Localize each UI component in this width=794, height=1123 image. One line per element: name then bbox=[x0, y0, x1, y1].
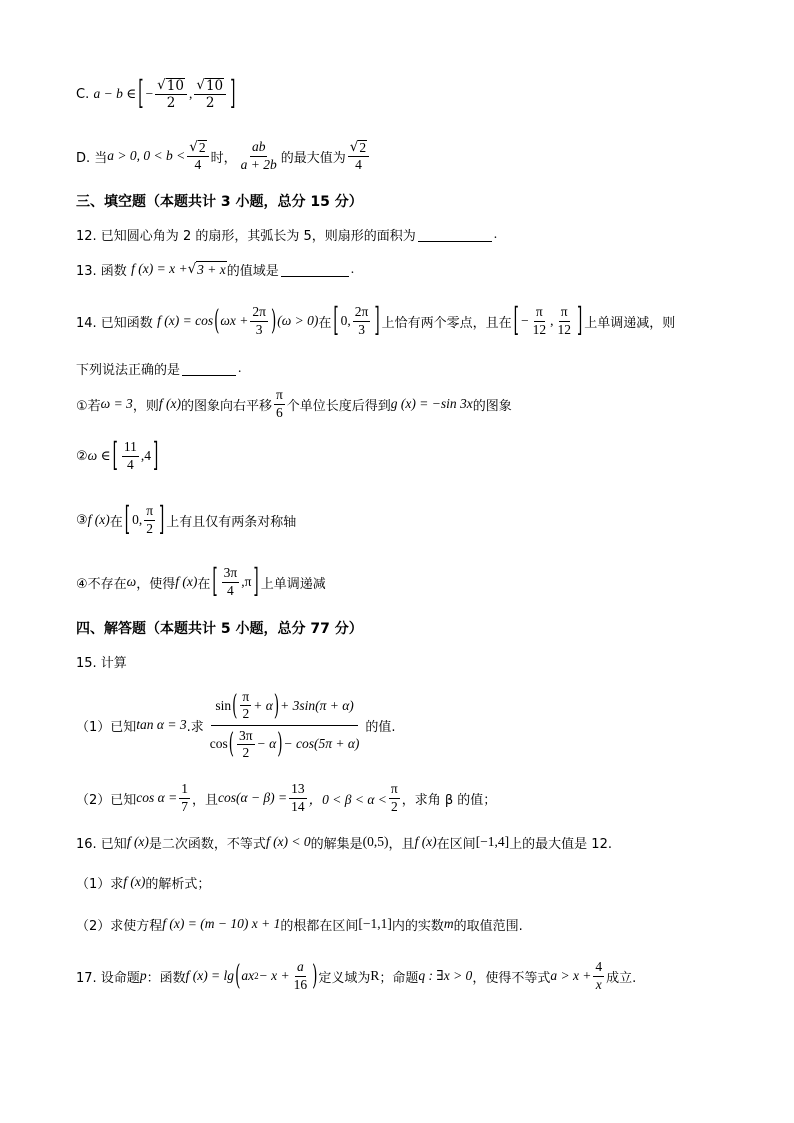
question-15: 15. 计算 bbox=[76, 655, 127, 671]
fraction: √ 10 2 bbox=[194, 78, 226, 110]
fraction: $\frac{\pi}{2}$ bbox=[146, 503, 154, 536]
fraction: $\frac{1}{7}$ bbox=[181, 781, 188, 814]
question-14: 14. 已知函数 f (x) = cos ( ωx + $\frac{2\pi}{3}$ ) (ω > 0) 在 [ 0, $\frac{2\pi}{3}$ ] 上恰有两个零点，且在 [ − $\frac{\pi}{12}$ , $\frac{\pi}{12}$ ] 上单调递减，则 bbox=[76, 301, 676, 341]
sqrt-icon: √ bbox=[187, 260, 197, 277]
section-4-heading: 四、解答题（本题共计 5 小题，总分 77 分） bbox=[76, 621, 363, 637]
fraction: $\frac{\pi}{12}$ bbox=[532, 304, 547, 337]
fraction: √ 2 4 bbox=[348, 140, 369, 172]
fraction: $\frac{3\pi}{2}$ bbox=[239, 727, 253, 760]
statement-2: ② ω ∈ [ $\frac{11}{4}$ ,4 ] bbox=[76, 436, 159, 476]
fraction: $\frac{13}{14}$ bbox=[291, 781, 305, 814]
question-17: 17. 设命题 p ：函数 f (x) = lg ( ax 2 − x + $\frac{a}{16}$ ) 定义域为 R ；命题 q : ∃x > 0 ，使得不等式 a > x + $\frac{4}{x}$ 成立. bbox=[76, 959, 637, 993]
fraction: $\frac{\pi}{2}$ bbox=[242, 689, 250, 722]
fraction: $\frac{\pi}{2}$ bbox=[390, 781, 398, 814]
option-c-expr: a − b ∈ bbox=[93, 86, 137, 101]
question-13: 13. 函数 f (x) = x + √ 3 + x 的值域是 . bbox=[76, 260, 355, 279]
question-16-part-1: （1）求 f (x) 的解析式； bbox=[76, 874, 211, 892]
left-bracket: [ bbox=[138, 74, 144, 114]
fraction: $\frac{3\pi}{4}$ bbox=[223, 565, 238, 598]
statement-3: ③ f (x) 在 [ 0, $\frac{\pi}{2}$ ] 上有且仅有两条对称轴 bbox=[76, 500, 297, 540]
option-d: D. 当 a > 0, 0 < b < √ 2 4 时， $\frac{ab}{a + 2b}$ 的最大值为 √ 2 4 bbox=[76, 136, 371, 176]
sqrt-icon: √ bbox=[196, 76, 205, 93]
question-16: 16. 已知 f (x) 是二次函数，不等式 f (x) < 0 的解集是 (0,5) ，且 f (x) 在区间 [−1,4] 上的最大值是 12. bbox=[76, 834, 612, 852]
answer-blank bbox=[418, 227, 492, 242]
question-16-part-2: （2）求使方程 f (x) = (m − 10) x + 1 的根都在区间 [−1,1] 内的实数 m 的取值范围. bbox=[76, 916, 523, 934]
question-15-part-1: （1）已知 tan α = 3 .求 sin ( $\frac{\pi}{2}$ + α ) + 3sin(π + α) cos ( $\frac{3\pi}{2}$ − α ) − cos(5π + α) 的值. bbox=[76, 688, 396, 761]
fraction: $\frac{a}{16}$ bbox=[293, 959, 308, 992]
fraction: $\frac{2\pi}{3}$ bbox=[354, 304, 369, 337]
question-15-part-2: （2）已知 cos α = $\frac{1}{7}$ ，且 cos(α − β) = $\frac{13}{14}$ ，0 < β < α < $\frac{\pi}{2}$ ，求角 β 的值； bbox=[76, 781, 497, 814]
statement-1: ①若 ω = 3 ，则 f (x) 的图象向右平移 $\frac{\pi}{6}$ 个单位长度后得到 g (x) = −sin 3x 的图象 bbox=[76, 387, 512, 420]
answer-blank bbox=[281, 262, 349, 277]
option-c: C. a − b ∈ [ − √ 10 2 , √ 10 2 ] bbox=[76, 74, 236, 114]
sqrt-icon: √ bbox=[349, 138, 359, 155]
sqrt-icon: √ bbox=[189, 138, 198, 155]
fraction: $\frac{4}{x}$ bbox=[595, 959, 603, 992]
fraction: √ 2 4 bbox=[187, 140, 208, 172]
option-c-label: C. bbox=[76, 86, 90, 102]
question-14-line-2: 下列说法正确的是 . bbox=[76, 360, 242, 378]
option-d-label: D. 当 bbox=[76, 150, 108, 166]
fraction: $\frac{\pi}{12}$ bbox=[557, 304, 571, 337]
statement-4: ④不存在 ω ，使得 f (x) 在 [ $\frac{3\pi}{4}$ ,π ] 上单调递减 bbox=[76, 562, 326, 602]
section-3-heading: 三、填空题（本题共计 3 小题，总分 15 分） bbox=[76, 194, 363, 210]
answer-blank bbox=[182, 361, 236, 376]
fraction: $\frac{ab}{a + 2b}$ bbox=[240, 139, 277, 172]
fraction: sin ( $\frac{\pi}{2}$ + α ) + 3sin(π + α) cos ( $\frac{3\pi}{2}$ − α ) − cos(5π + α) bbox=[209, 688, 360, 761]
fraction: $\frac{2\pi}{3}$ bbox=[252, 304, 266, 337]
right-bracket: ] bbox=[230, 74, 236, 114]
sqrt-icon: √ bbox=[157, 76, 166, 93]
fraction: $\frac{11}{4}$ bbox=[123, 439, 137, 472]
fraction: $\frac{\pi}{6}$ bbox=[275, 387, 283, 420]
question-12: 12. 已知圆心角为 2 的扇形，其弧长为 5，则扇形的面积为 . bbox=[76, 226, 498, 244]
fraction: √ 10 2 bbox=[155, 78, 187, 110]
